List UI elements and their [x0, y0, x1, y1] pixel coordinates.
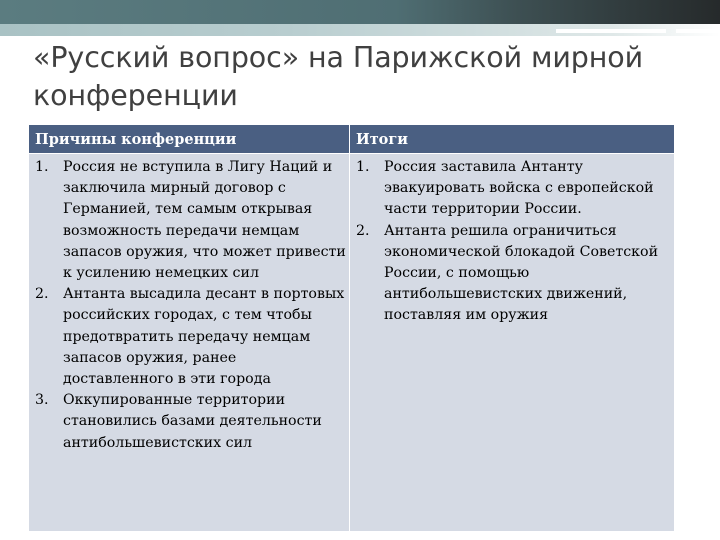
list-text: Россия заставила Антанту эвакуировать войска с европейской части территории России.	[384, 159, 654, 218]
causes-results-table	[28, 124, 675, 531]
list-number: 1.	[35, 159, 49, 175]
list-item	[31, 390, 347, 454]
table-row	[29, 154, 675, 532]
content-table-wrapper	[28, 124, 674, 531]
list-item	[352, 157, 672, 221]
table-header-row	[29, 125, 675, 154]
accent-line-short	[556, 29, 666, 33]
list-item	[352, 221, 672, 327]
results-cell	[350, 154, 675, 532]
column-header-reasons: Причины конференции	[29, 125, 350, 154]
list-number: 2.	[356, 222, 370, 239]
top-decorative-bar	[0, 0, 720, 24]
column-header-results: Итоги	[350, 125, 675, 154]
list-text: Антанта высадила десант в портовых российских городах, с тем чтобы предотвратить передачу немцам запасов оружия, ранее доставленного в эти города	[63, 286, 345, 388]
accent-line-right	[676, 29, 720, 33]
list-number: 1.	[356, 159, 370, 175]
results-list	[352, 157, 672, 327]
list-number: 3.	[35, 392, 49, 409]
list-item	[31, 157, 347, 284]
list-text: Антанта решила ограничиться экономической блокадой Советской России, с помощью антибольшевистских движений, поставляя им оружия	[384, 222, 659, 324]
list-text: Россия не вступила в Лигу Наций и заключила мирный договор с Германией, тем самым открывая возможность передачи немцам запасов оружия, что может привести к усилению немецких сил	[63, 159, 346, 282]
slide-title: «Русский вопрос» на Парижской мирной конференции	[33, 41, 644, 112]
list-text: Оккупированные территории становились базами деятельности антибольшевистских сил	[63, 392, 322, 451]
reasons-list	[31, 157, 347, 454]
reasons-cell	[29, 154, 350, 532]
list-number: 2.	[35, 286, 49, 303]
list-item	[31, 284, 347, 390]
